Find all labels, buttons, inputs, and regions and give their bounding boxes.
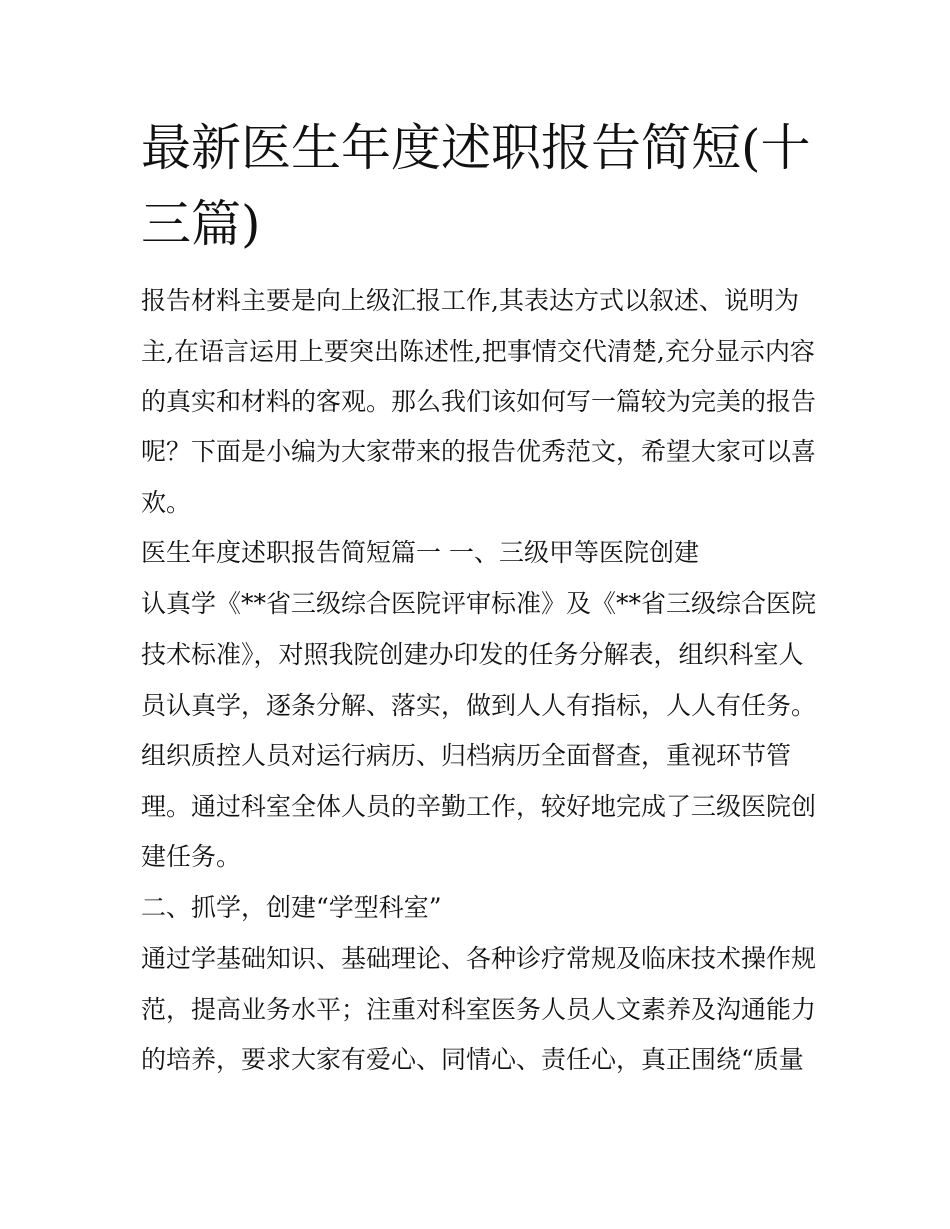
body-line-9: 组织质控人员对运行病历、归档病历全面督查，重视环节管 — [141, 741, 792, 770]
body-line-11: 建任务。 — [141, 842, 242, 871]
document-title — [141, 110, 821, 262]
body-line-1: 报告材料主要是向上级汇报工作,其表达方式以叙述、说明为 — [141, 286, 799, 315]
body-line-2: 主,在语言运用上要突出陈述性,把事情交代清楚,充分显示内容 — [141, 337, 815, 366]
title-line-1: 最新医生年度述职报告简短(十 — [141, 119, 811, 177]
body-line-3: 的真实和材料的客观。那么我们该如何写一篇较为完美的报告 — [141, 387, 817, 416]
section-heading-2: 二、抓学，创建“学型科室” — [141, 893, 442, 922]
body-line-12: 通过学基础知识、基础理论、各种诊疗常规及临床技术操作规 — [141, 944, 817, 973]
body-line-13: 范，提高业务水平；注重对科室医务人员人文素养及沟通能力 — [141, 995, 817, 1024]
section-heading-1: 医生年度述职报告简短篇一 一、三级甲等医院创建 — [141, 538, 699, 567]
body-line-8: 员认真学，逐条分解、落实，做到人人有指标，人人有任务。 — [141, 691, 817, 720]
title-line-2: 三篇) — [141, 195, 261, 253]
body-line-7: 技术标准》，对照我院创建办印发的任务分解表，组织科室人 — [141, 640, 804, 669]
body-line-14: 的培养，要求大家有爱心、同情心、责任心，真正围绕“质量 — [141, 1045, 804, 1074]
body-line-5: 欢。 — [141, 488, 192, 517]
body-line-4: 呢？下面是小编为大家带来的报告优秀范文，希望大家可以喜 — [141, 437, 817, 466]
body-line-10: 理。通过科室全体人员的辛勤工作，较好地完成了三级医院创 — [141, 792, 817, 821]
body-line-6: 认真学《**省三级综合医院评审标准》及《**省三级综合医院 — [141, 589, 817, 618]
